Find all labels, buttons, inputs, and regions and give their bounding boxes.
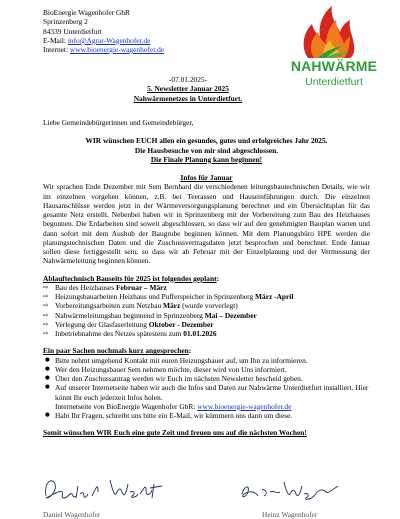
reminder-text: Auf unserer Internetseite haben wir auch die Infos und Daten zur Nahwärme Unterdietfurt installiert. Hier könnt Ihr euch jederzeit Infos holen.	[55, 383, 369, 402]
internet-label: Internet:	[43, 45, 70, 54]
signature-name-left: Daniel Wagenhofer	[43, 510, 101, 519]
schedule-note: (wurde vorverlegt)	[180, 301, 238, 311]
schedule-date: Februar – März	[115, 282, 167, 292]
schedule-item	[43, 292, 370, 301]
infos-paragraph: Wir sprachen Ende Dezember mit Sem Bernhard die verschiedenen leitungsbautechnischen Details, wie wir im einzelnen vorgehen können, z.B. bei Teerassen und Hauseinführungen durch. Die einzelnen Hausanschlüsse werden jetzt in der Wärmeversorgungsplanung berechnet und ein Übersichtsplan für das gesamte Netz erstellt. Nebenbei haben wir in Sprinzenberg mit der Vorbereitung zum Bau des Heizhauses begonnen. Die Erdarbeiten sind soweit abgeschlossen, so dass wir auf den genehmigten Bauplan warten und dann sofort mit dem Aushub der Baugrube beginnen können. Mit dem Planungsbüro HPE werden die planungstechnischen Daten und die Zuschussvertragsdaten jetzt besprochen und berechnet. Ende Januar sollen diese fertiggestellt sein, so dass wir ab Februar mit der Einzelplanung und der Vermessung der Nahwärmeleitung beginnen können.	[43, 182, 370, 266]
flame-logo-icon	[296, 2, 372, 60]
schedule-title-suffix: :	[216, 273, 220, 283]
schedule-date: März -April	[255, 292, 294, 301]
email-link[interactable]: info@Agrar-Wagenhofer.de	[67, 35, 151, 45]
schedule-title: Ablauftechnisch Bauseits für 2025 ist folgendes geplant	[43, 273, 217, 283]
signature-left	[40, 472, 170, 506]
reminder-website-label: Internetseite von BioEnergie Wagenhofer GbR:	[55, 401, 198, 411]
sender-company: BioEnergie Wagenhofer GbR	[43, 8, 130, 17]
schedule-text: Nahwärmeleitungsbau beginnend in Sprinzenberg	[55, 310, 205, 320]
reminders-title: Ein paar Sachen nochmals kurz angesprochen	[43, 346, 189, 356]
newsletter-title: 5. Newsletter Januar 2025	[147, 84, 229, 94]
closing-line: Somit wünschen WIR Euch eine gute Zeit und freuen uns auf die nächsten Wochen!	[43, 428, 307, 438]
signature-name-right: Heinz Wagenhofer	[262, 510, 318, 519]
letter-body	[43, 118, 370, 438]
schedule-item	[43, 301, 370, 310]
schedule-date: Mai – Dezember	[204, 310, 257, 320]
logo-subtitle: Unterdietfurt	[305, 76, 363, 88]
schedule-date: Oktober - Dezember	[148, 319, 214, 329]
sender-address	[43, 8, 273, 54]
newsletter-subject: Nahwärmenetzes in Unterdietfurt.	[133, 93, 243, 103]
reminder-item: ● Wer den Heizungsbauer Sem nehmen möchte, dieser wird von Uns informiert.	[43, 365, 370, 374]
schedule-item	[43, 320, 370, 329]
schedule-heading	[43, 274, 370, 283]
schedule-item	[43, 283, 370, 292]
reminder-item	[43, 383, 370, 411]
schedule-date: März	[163, 301, 181, 311]
wishes-block	[43, 136, 370, 164]
reminders-title-suffix: :	[188, 346, 192, 356]
wishes-line: WIR wünschen EUCH allen ein gesundes, gutes und erfolgreiches Jahr 2025.	[85, 136, 328, 146]
infos-title: Infos für Januar	[180, 173, 233, 182]
wishes-line: Die Hausbesuche von mir sind abgeschlossen.	[134, 145, 279, 155]
website-link[interactable]: www.bioenergie-wagenhofer.de	[69, 45, 165, 54]
greeting: Liebe Gemeindebürgerinnen und Gemeindebürger,	[43, 118, 194, 127]
sender-city: 84339 Unterdietfurt	[43, 26, 102, 36]
email-label: E-Mail:	[43, 35, 68, 45]
schedule-date: 01.01.2026	[183, 329, 217, 338]
reminder-item: ● Über den Zuschussantrag werden wir Euch im nächsten Newsletter bescheid geben.	[43, 374, 370, 383]
schedule-list	[43, 283, 370, 339]
wishes-line: Die Finale Planung kann beginnen!	[150, 154, 263, 164]
signature-right	[236, 476, 346, 506]
sender-email-line	[43, 36, 273, 45]
sender-street: Sprinzenberg 2	[43, 17, 88, 27]
reminder-website-link[interactable]: www.bioenergie-wagenhofer.de	[197, 401, 292, 411]
newsletter-header	[43, 75, 333, 103]
sender-internet-line	[43, 45, 273, 54]
schedule-text: Inbetriebnahme des Netzes spätestens zum	[55, 329, 184, 338]
reminder-item: ● Bitte nehmt umgehend Kontakt mit euren Heizungsbauer auf, um Ihn zu informieren.	[43, 356, 370, 365]
schedule-item	[43, 311, 370, 320]
schedule-text: Verlegung der Glasfaserleitung	[55, 319, 149, 329]
reminder-item: ● Habt Ihr Fragen, schreibt uns bitte ein E-Mail, wir kümmern uns dann um diese.	[43, 411, 370, 420]
reminders-heading	[43, 346, 370, 355]
logo-title: NAHWÄRME	[290, 58, 378, 74]
schedule-text: Bau des Heizhauses	[55, 282, 116, 292]
schedule-item	[43, 329, 370, 338]
schedule-text: Vorbereitungsarbeiten zum Netzbau	[55, 301, 164, 311]
reminders-list	[43, 356, 370, 421]
newsletter-date: -07.01.2025-	[168, 75, 208, 84]
schedule-text: Heizungsbauarbeiten Heizhaus und Pufferspeicher in Sprinzenberg	[55, 292, 256, 301]
